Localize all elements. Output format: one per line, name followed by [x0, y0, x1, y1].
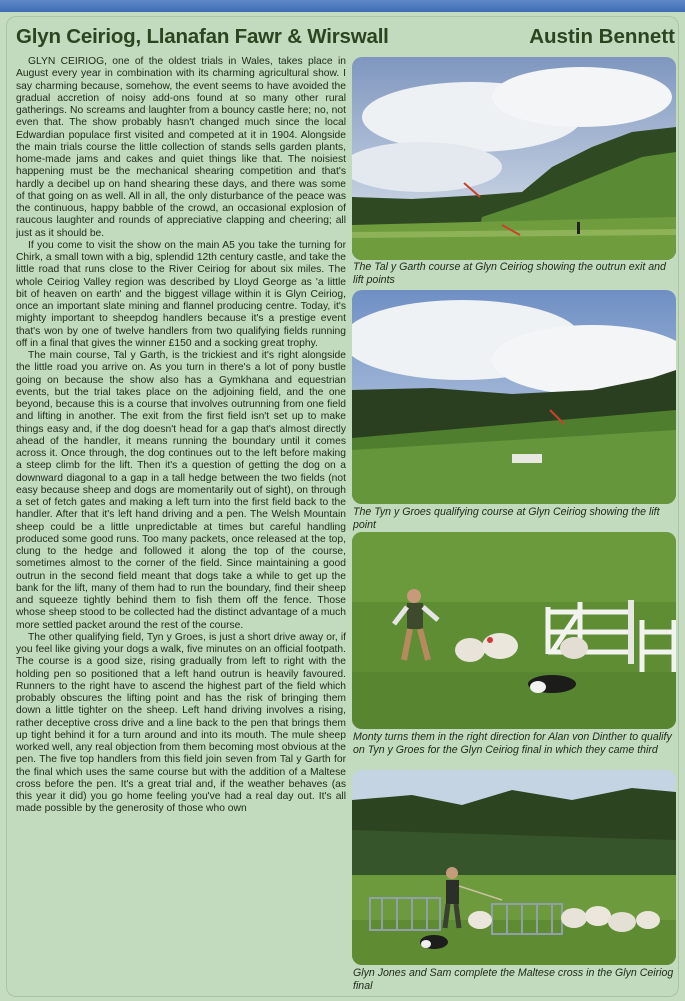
- photo-tal-y-garth: [352, 57, 676, 260]
- photo-glyn-jones-and-sam: [352, 770, 676, 965]
- article-paragraph: If you come to visit the show on the main A5 you take the turning for Chirk, a small town with a big, splendid 12th century castle, and take the little road that runs close to the River Ceiriog for about six miles. The whole Ceiriog Valley region was described by Lloyd George as 'a little bit of heaven on earth' and the biggest village within it is Glyn Ceiriog, once an important slate mining and flannel producing centre. Today, it's mighty important to sheepdog handlers because it's a prestige event that's won by one of twelve handlers from two qualifying fields running off in a final that gives the winner £150 and a socking great trophy.: [16, 239, 346, 349]
- photo-caption: The Tyn y Groes qualifying course at Glyn Ceiriog showing the lift point: [353, 506, 660, 531]
- article-paragraph: The main course, Tal y Garth, is the trickiest and it's right alongside the little road you arrive on. As you turn in there's a lot of pony bustle going on because the show also has a Gymkhana and equestrian events, but the trial takes place on the adjoining field, and the one beyond, because this is a course that involves outrunning from one field and lifting in another. The exit from the first field isn't set up to make things easy and, if the dog doesn't head for a gap that's almost directly ahead of the handler, it means running the boundary until it comes across it. Once through, the dog continues out to the left before making a steep climb for the lift. Then it's a question of getting the dog on a downward diagonal to a gap in a tall hedge between the two fields (not easy because sheep and dogs are momentarily out of sight), on through a set of fetch gates and making a left turn into the first field back to the handler. After that it's left hand driving and a pen. The Welsh Mountain sheep could be a little unpredictable at times but careful handling produced some good runs. Too many packets, once released at the top, clung to the hedge and followed it along the top of the course, sometimes almost to the corner of the field. Since maintaining a good outrun in the second field meant that dogs take a while to get up the bank for the lift, many of them had to run the boundary, find their sheep and squeeze tightly behind them to fish them off the fence. Those whose sheep stood to be collected had the distinct advantage of a much more settled packet around the rest of the course.: [16, 350, 346, 631]
- article-paragraph: The other qualifying field, Tyn y Groes, is just a short drive away or, if you feel like giving your dogs a walk, five minutes on an official footpath. The course is a good size, rising gradually from left to right with the holding pen so positioned that a left hand outrun is heavily favoured. Runners to the right have to ascend the highest part of the field which probably obscures the lifting point and has the risk of bringing them down a little tighter on the sheep. Left hand driving involves a rising, rather deceptive cross drive and a line back to the pen that brings them up tight behind it for a turn around and into its mouth. The mule sheep worked well, any real objection from them becoming most obvious at the pen. The five top handlers from this field join seven from Tal y Garth for the final which uses the same course but with the addition of a Maltese cross before the pen. It's a great trial and, if the weather behaves (as this year it did) you go home feeling you've had a real day out. It's all made possible by the generosity of those who own: [16, 631, 346, 815]
- author-name: Austin Bennett: [529, 25, 675, 48]
- article-body: [16, 56, 346, 994]
- photo-monty-and-handler: [352, 532, 676, 729]
- article-paragraph: GLYN CEIRIOG, one of the oldest trials in Wales, takes place in August every year in combination with its charming agricultural show. I say charming because, somehow, the event seems to have avoided the gradual accretion of noisy add-ons found at so many other rural gatherings. No screams and laughter from a bouncy castle here; no, not even that. The show probably hasn't changed much since the local Edwardian populace first visited and competed at it in 1904. Alongside the main trials course the little collection of stands sells garden plants, home-made jams and cakes and quiet things like that. The noisiest happening must be the mechanical shearing competition and that's hardly a decibel up on hand shearing these days, and there was some of that going on as well. All in all, the only disturbance of the peace was the continuous, happy babble of the crowd, an occasional explosion of raucous laughter and rounds of appreciative clapping and cheering; all just as it should be.: [16, 56, 346, 239]
- photo-caption: The Tal y Garth course at Glyn Ceiriog showing the outrun exit and lift points: [353, 261, 666, 286]
- top-color-bar: [0, 0, 685, 12]
- photo-tyn-y-groes: [352, 290, 676, 504]
- photo-caption: Monty turns them in the right direction for Alan von Dinther to qualify on Tyn y Groes for the Glyn Ceiriog final in which they came third: [353, 731, 672, 756]
- photo-caption: Glyn Jones and Sam complete the Maltese cross in the Glyn Ceiriog final: [353, 967, 674, 992]
- article-title: Glyn Ceiriog, Llanafan Fawr & Wirswall: [16, 25, 389, 48]
